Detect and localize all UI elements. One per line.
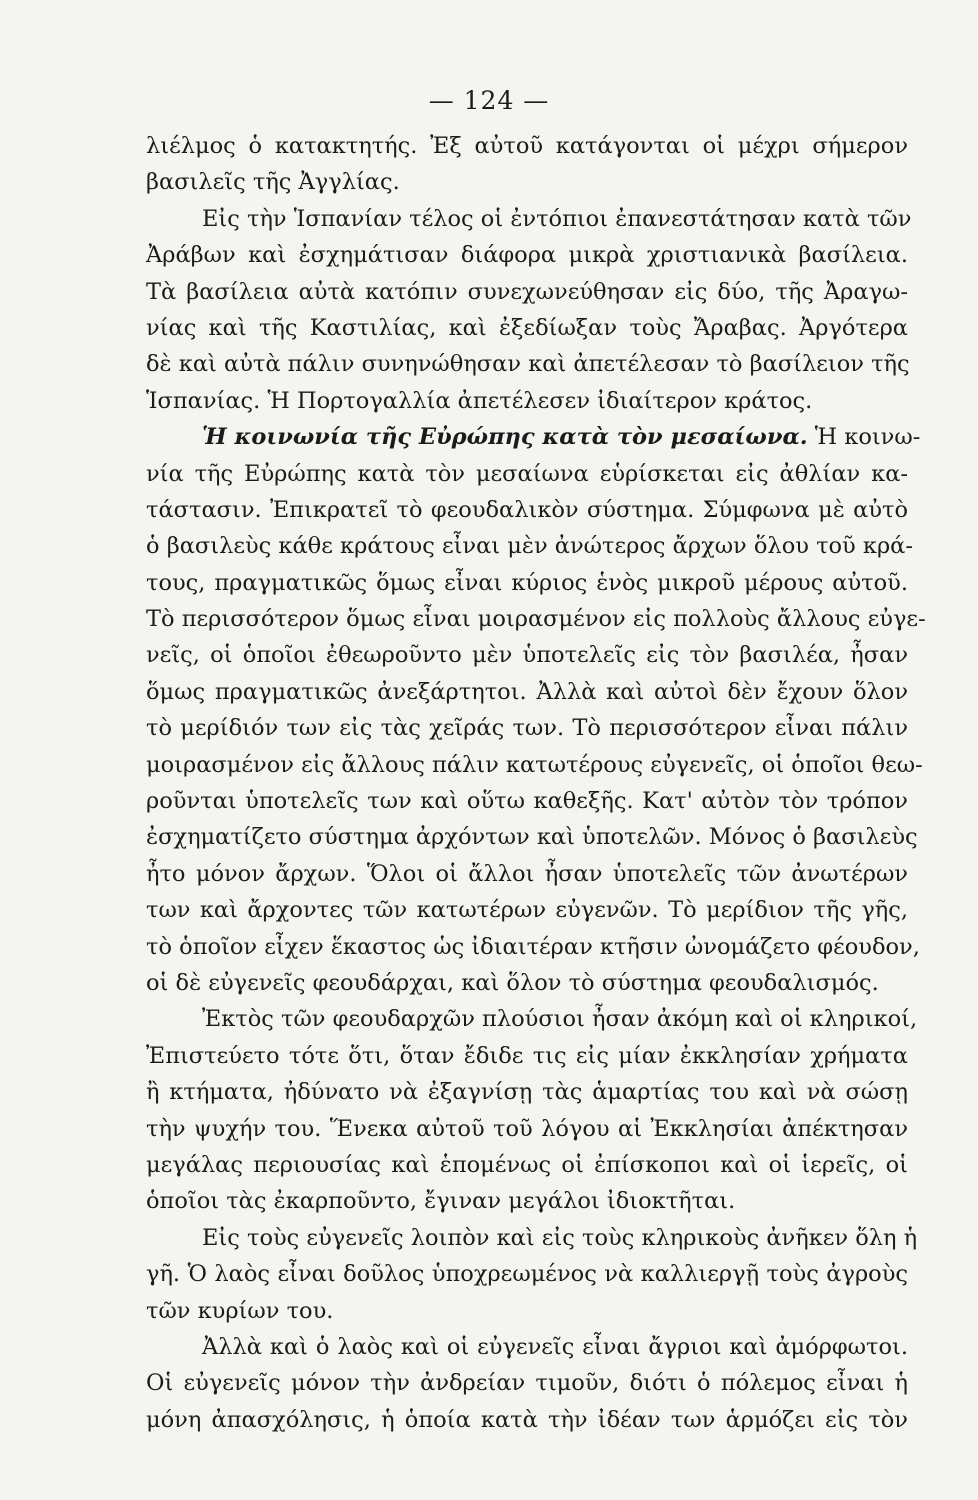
text-line <box>146 274 908 310</box>
line-text: νίας καὶ τῆς Καστιλίας, καὶ ἐξεδίωξαν τοὺς Ἄραβας. Ἀργότερα <box>146 314 908 341</box>
text-line <box>146 310 908 346</box>
line-text: λιέλμος ὁ κατακτητής. Ἐξ αὐτοῦ κατάγονται οἱ μέχρι σήμερον <box>146 133 908 159</box>
text-line <box>146 674 908 710</box>
line-text: ροῦνται ὑποτελεῖς των καὶ οὕτω καθεξῆς. Κατ' αὐτὸν τὸν τρόπον <box>146 788 908 815</box>
text-line <box>146 710 908 746</box>
line-text: Τὸ περισσότερον ὅμως εἶναι μοιρασμένον εἰς πολλοὺς ἄλλους εὐγε- <box>146 606 926 633</box>
line-text: Οἱ εὐγενεῖς μόνον τὴν ἀνδρείαν τιμοῦν, διότι ὁ πόλεμος εἶναι ἡ <box>146 1370 908 1397</box>
text-line <box>146 492 908 528</box>
text-line <box>146 1147 908 1183</box>
text-line <box>146 1220 918 1256</box>
line-text: τάστασιν. Ἐπικρατεῖ τὸ φεουδαλικὸν σύστημα. Σύμφωνα μὲ αὐτὸ <box>146 496 908 523</box>
page-number: — 124 — <box>428 86 550 115</box>
text-line <box>146 1329 908 1365</box>
line-text: δὲ καὶ αὐτὰ πάλιν συνηνώθησαν καὶ ἀπετέλεσαν τὸ βασίλειον τῆς <box>146 351 910 378</box>
text-line <box>146 456 908 492</box>
line-text: μόνη ἀπασχόλησις, ἡ ὁποία κατὰ τὴν ἰδέαν των ἁρμόζει εἰς τὸν <box>146 1406 908 1433</box>
line-text: Εἰς τοὺς εὐγενεῖς λοιπὸν καὶ εἰς τοὺς κληρικοὺς ἀνῆκεν ὅλη ἡ <box>202 1224 918 1251</box>
text-line <box>146 528 913 564</box>
line-text: ἦτο μόνον ἄρχων. Ὅλοι οἱ ἄλλοι ἦσαν ὑποτελεῖς τῶν ἀνωτέρων <box>146 860 908 887</box>
line-text: ὁποῖοι τὰς ἐκαρποῦντο, ἔγιναν μεγάλοι ἰδιοκτῆται. <box>146 1188 736 1215</box>
text-line <box>146 856 908 892</box>
line-text: βασιλεῖς τῆς Ἀγγλίας. <box>146 169 400 196</box>
line-text: Ἀλλὰ καὶ ὁ λαὸς καὶ οἱ εὐγενεῖς εἶναι ἄγριοι καὶ ἀμόρφωτοι. <box>202 1333 908 1360</box>
text-line <box>146 1183 908 1219</box>
line-text: τους, πραγματικῶς ὅμως εἶναι κύριος ἑνὸς μικροῦ μέρους αὐτοῦ. <box>146 569 908 596</box>
line-text: Τὰ βασίλεια αὐτὰ κατόπιν συνεχωνεύθησαν εἰς δύο, τῆς Ἀραγω- <box>146 278 908 305</box>
line-text: Ἐπιστεύετο τότε ὅτι, ὅταν ἔδιδε τις εἰς μίαν ἐκκλησίαν χρήματα <box>146 1042 908 1069</box>
line-text: Ἱσπανίας. Ἡ Πορτογαλλία ἀπετέλεσεν ἰδιαίτερον κράτος. <box>146 387 813 414</box>
line-text: τὸ μερίδιόν των εἰς τὰς χεῖράς των. Τὸ περισσότερον εἶναι πάλιν <box>146 715 908 742</box>
line-text: ὅμως πραγματικῶς ἀνεξάρτητοι. Ἀλλὰ καὶ αὐτοὶ δὲν ἔχουν ὅλον <box>146 678 908 705</box>
text-line <box>146 346 908 382</box>
text-line <box>146 747 923 783</box>
line-text: ὁ βασιλεὺς κάθε κράτους εἶναι μὲν ἀνώτερος ἄρχων ὅλου τοῦ κρά- <box>146 533 913 560</box>
line-text: νεῖς, οἱ ὁποῖοι ἐθεωροῦντο μὲν ὑποτελεῖς εἰς τὸν βασιλέα, ἦσαν <box>146 642 908 669</box>
text-line <box>146 1293 908 1329</box>
line-text: μοιρασμένον εἰς ἄλλους πάλιν κατωτέρους εὐγενεῖς, οἱ ὁποῖοι θεω- <box>146 751 923 778</box>
text-line <box>146 201 912 237</box>
text-line <box>146 1256 908 1292</box>
text-line <box>146 637 908 673</box>
text-line <box>146 929 920 965</box>
text-line <box>146 1402 908 1438</box>
text-line <box>146 1111 908 1147</box>
text-line <box>146 419 921 455</box>
line-text: Εἰς τὴν Ἱσπανίαν τέλος οἱ ἐντόπιοι ἐπανεστάτησαν κατὰ τῶν <box>202 205 912 232</box>
text-line <box>146 1038 908 1074</box>
text-line <box>146 819 918 855</box>
line-text: των καὶ ἄρχοντες τῶν κατωτέρων εὐγενῶν. Τὸ μερίδιον τῆς γῆς, <box>146 897 908 924</box>
text-line <box>146 601 926 637</box>
line-text: ἐσχηματίζετο σύστημα ἀρχόντων καὶ ὑποτελῶν. Μόνος ὁ βασιλεὺς <box>146 824 918 851</box>
line-text: γῆ. Ὁ λαὸς εἶναι δοῦλος ὑποχρεωμένος νὰ καλλιεργῇ τοὺς ἀγροὺς <box>146 1261 908 1288</box>
section-heading: Ἡ κοινωνία τῆς Εὐρώπης κατὰ τὸν μεσαίωνα. <box>202 424 808 451</box>
line-text: ἢ κτήματα, ἠδύνατο νὰ ἐξαγνίσῃ τὰς ἁμαρτίας του καὶ νὰ σώσῃ <box>146 1079 908 1106</box>
line-text: Ἡ κοινω- <box>807 424 921 451</box>
text-line <box>146 237 908 273</box>
line-text: τὴν ψυχήν του. Ἕνεκα αὐτοῦ τοῦ λόγου αἱ Ἐκκλησίαι ἀπέκτησαν <box>146 1115 908 1142</box>
line-text: νία τῆς Εὐρώπης κατὰ τὸν μεσαίωνα εὑρίσκεται εἰς ἀθλίαν κα- <box>146 460 908 487</box>
line-text: Ἐκτὸς τῶν φεουδαρχῶν πλούσιοι ἦσαν ἀκόμη καὶ οἱ κληρικοί, <box>202 1006 918 1033</box>
text-line <box>146 1365 908 1401</box>
text-line <box>146 128 908 164</box>
text-line <box>146 164 908 200</box>
line-text: τῶν κυρίων του. <box>146 1297 334 1324</box>
line-text: τὸ ὁποῖον εἶχεν ἕκαστος ὡς ἰδιαιτέραν κτῆσιν ὠνομάζετο φέουδον, <box>146 933 920 960</box>
text-line <box>146 783 908 819</box>
text-line <box>146 965 908 1001</box>
text-line <box>146 1074 908 1110</box>
body-text <box>146 128 926 1438</box>
text-line <box>146 1001 918 1037</box>
line-text: οἱ δὲ εὐγενεῖς φεουδάρχαι, καὶ ὅλον τὸ σύστημα φεουδαλισμός. <box>146 969 879 996</box>
text-line <box>146 892 908 928</box>
text-line <box>146 565 908 601</box>
line-text: Ἀράβων καὶ ἐσχημάτισαν διάφορα μικρὰ χριστιανικὰ βασίλεια. <box>146 242 908 269</box>
text-line <box>146 383 908 419</box>
line-text: μεγάλας περιουσίας καὶ ἑπομένως οἱ ἐπίσκοποι καὶ οἱ ἱερεῖς, οἱ <box>146 1151 908 1178</box>
